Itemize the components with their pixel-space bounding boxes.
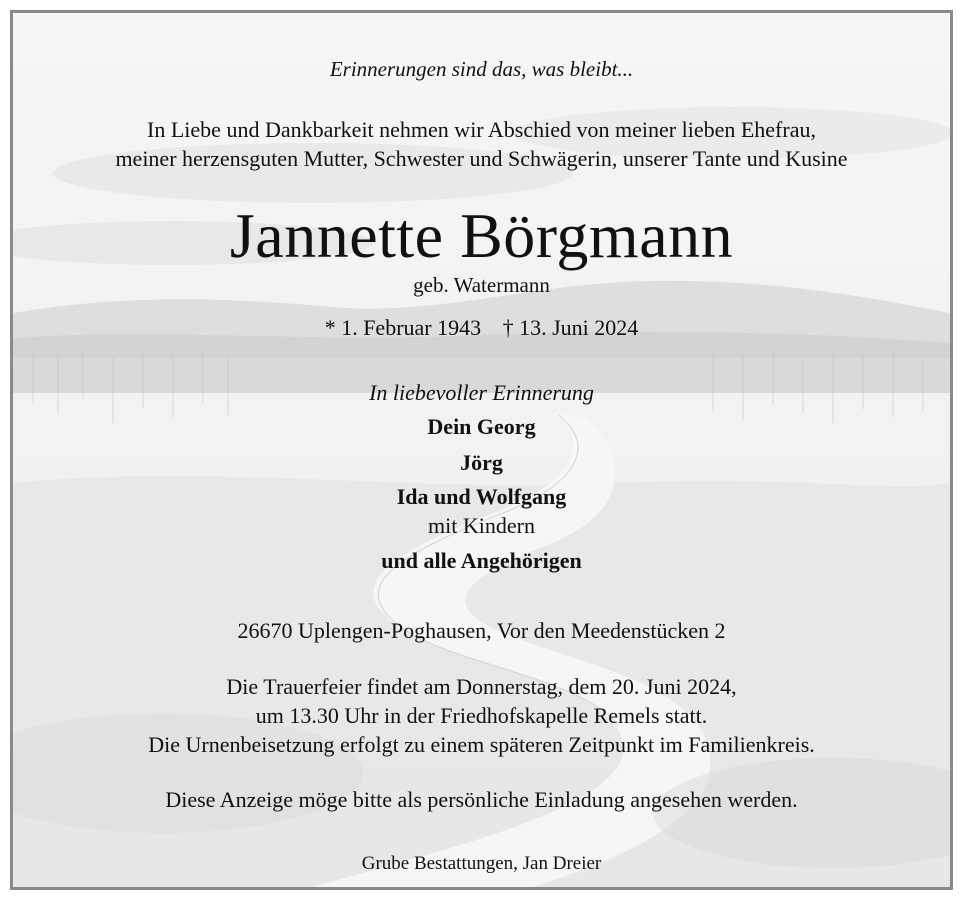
- deceased-name: Jannette Börgmann: [229, 200, 734, 271]
- intro-line-2: meiner herzensguten Mutter, Schwester und Schwägerin, unserer Tante und Kusine: [115, 146, 848, 171]
- invitation-note: Diese Anzeige möge bitte als persönliche Einladung angesehen werden.: [165, 787, 798, 812]
- mourner-3: Ida und Wolfgang: [396, 484, 567, 509]
- funeral-line-1: Die Trauerfeier findet am Donnerstag, dem 20. Juni 2024,: [226, 674, 737, 699]
- memory-line: In liebevoller Erinnerung: [369, 380, 594, 405]
- intro-line-1: In Liebe und Dankbarkeit nehmen wir Abschied von meiner lieben Ehefrau,: [147, 117, 816, 142]
- undertaker: Grube Bestattungen, Jan Dreier: [361, 853, 602, 874]
- birth-date: * 1. Februar 1943: [324, 315, 482, 340]
- address: 26670 Uplengen-Poghausen, Vor den Meedenstücken 2: [237, 618, 726, 643]
- mourner-2: Jörg: [460, 450, 503, 475]
- mourner-5: und alle Angehörigen: [381, 548, 582, 573]
- obituary-notice: [10, 10, 953, 890]
- life-dates: [13, 315, 950, 341]
- death-date: † 13. Juni 2024: [502, 315, 639, 340]
- motto: Erinnerungen sind das, was bleibt...: [329, 57, 634, 81]
- birth-name: geb. Watermann: [413, 273, 550, 297]
- funeral-line-3: Die Urnenbeisetzung erfolgt zu einem späteren Zeitpunkt im Familienkreis.: [148, 732, 815, 757]
- funeral-line-2: um 13.30 Uhr in der Friedhofskapelle Remels statt.: [255, 703, 708, 728]
- mourner-4: mit Kindern: [428, 513, 535, 538]
- mourner-1: Dein Georg: [427, 414, 536, 439]
